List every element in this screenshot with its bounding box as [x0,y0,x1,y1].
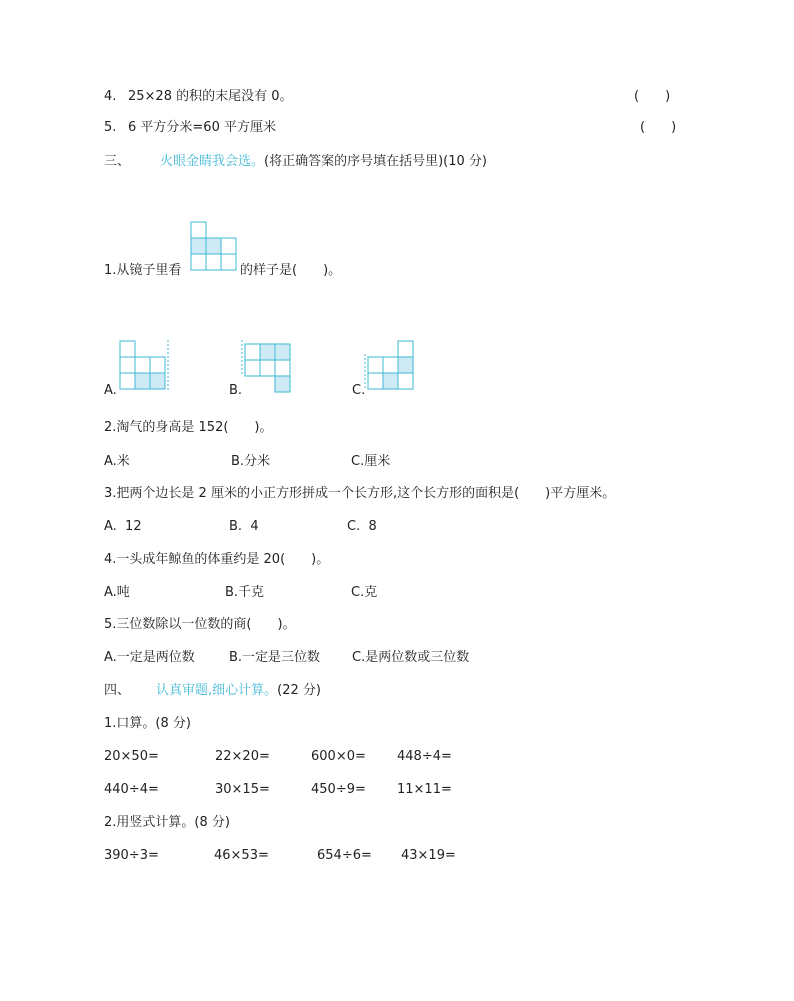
vertical-calc-item[interactable]: 390÷3= [104,848,159,863]
option-b-figure[interactable] [241,340,293,392]
choice-q4-option-a[interactable]: A.吨 [104,585,130,600]
choice-q3-option-a[interactable]: A. 12 [104,519,142,534]
judge-q4-bracket[interactable]: ( ) [634,89,671,104]
choice-q2-option-b[interactable]: B.分米 [231,454,271,469]
choice-q1-suffix: 的样子是( )。 [240,263,342,278]
judge-q5-text: 6 平方分米=60 平方厘米 [128,120,276,135]
section3-header [104,154,487,170]
choice-q3-option-b[interactable]: B. 4 [229,519,259,534]
choice-q5-stem: 5.三位数除以一位数的商( )。 [104,617,296,632]
choice-q1-option-c[interactable]: C. [352,383,366,398]
vertical-calc-item[interactable]: 654÷6= [317,848,372,863]
judge-q5-num: 5. [104,120,117,135]
section3-index: 三、 [104,154,131,169]
choice-q3-stem: 3.把两个边长是 2 厘米的小正方形拼成一个长方形,这个长方形的面积是( )平方厘米。 [104,486,616,501]
judge-q4-text: 25×28 的积的末尾没有 0。 [128,89,293,104]
vertical-calc-title: 2.用竖式计算。(8 分) [104,815,230,830]
oral-calc-item[interactable]: 11×11= [397,782,452,797]
choice-q4-option-c[interactable]: C.克 [351,585,378,600]
choice-q5-option-a[interactable]: A.一定是两位数 [104,650,195,665]
choice-q2-option-a[interactable]: A.米 [104,454,130,469]
oral-calc-item[interactable]: 450÷9= [311,782,366,797]
choice-q1-option-a[interactable]: A. [104,383,117,398]
choice-q2-option-c[interactable]: C.厘米 [351,454,391,469]
choice-q1-option-b[interactable]: B. [229,383,243,398]
section3-note: (将正确答案的序号填在括号里)(10 分) [264,154,487,169]
oral-calc-item[interactable]: 600×0= [311,749,366,764]
choice-q4-stem: 4.一头成年鲸鱼的体重约是 20( )。 [104,552,330,567]
judge-q5-bracket[interactable]: ( ) [640,120,677,135]
mirror-source-figure [190,221,240,273]
option-c-figure[interactable] [364,340,416,392]
vertical-calc-item[interactable]: 46×53= [214,848,269,863]
judge-q4-num: 4. [104,89,117,104]
oral-calc-item[interactable]: 448÷4= [397,749,452,764]
oral-calc-item[interactable]: 30×15= [215,782,270,797]
oral-calc-title: 1.口算。(8 分) [104,716,191,731]
section4-header [104,683,321,699]
section4-title: 认真审题,细心计算。 [156,683,278,698]
choice-q5-option-b[interactable]: B.一定是三位数 [229,650,321,665]
option-a-figure[interactable] [119,340,171,392]
choice-q4-option-b[interactable]: B.千克 [225,585,265,600]
section4-index: 四、 [104,683,131,698]
choice-q2-stem: 2.淘气的身高是 152( )。 [104,420,273,435]
section3-title: 火眼金睛我会选。 [160,154,265,169]
section4-note: (22 分) [277,683,321,698]
oral-calc-item[interactable]: 440÷4= [104,782,159,797]
choice-q1-prefix: 1.从镜子里看 [104,263,182,278]
choice-q3-option-c[interactable]: C. 8 [347,519,377,534]
choice-q5-option-c[interactable]: C.是两位数或三位数 [352,650,470,665]
oral-calc-item[interactable]: 20×50= [104,749,159,764]
vertical-calc-item[interactable]: 43×19= [401,848,456,863]
oral-calc-item[interactable]: 22×20= [215,749,270,764]
